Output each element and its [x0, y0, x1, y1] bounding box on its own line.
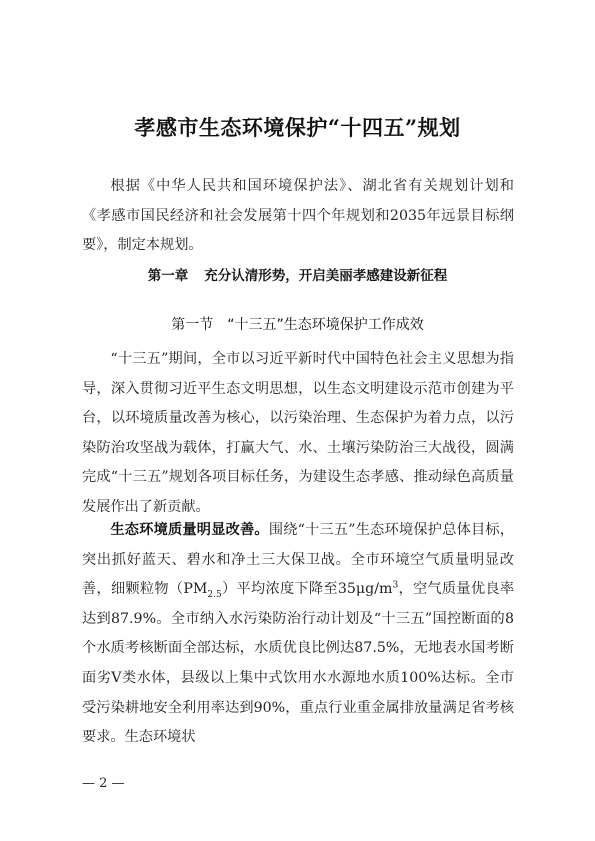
paragraph-text-3: ，空气质量优良率达到87.9%。全市纳入水污染防治行动计划及“十三五”国控断面的8个水质考核断面全部达标，水质优良比例达87.5%，无地表水国考断面劣Ⅴ类水体，县级以上集中式饮用水水源地水质100%达标。全市受污染耕地安全利用率达到90%，重点行业重金属排放量满足省考核要求。生态环境状: [82, 581, 515, 746]
section-title: “十三五”生态环境保护工作成效: [227, 317, 424, 333]
unit-superscript: 3: [392, 580, 399, 591]
chapter-title: 充分认清形势，开启美丽孝感建设新征程: [204, 268, 448, 284]
page-number: — 2 —: [82, 776, 125, 791]
section-heading: [0, 314, 595, 334]
intro-paragraph: 根据《中华人民共和国环境保护法》、湖北省有关规划计划和《孝感市国民经济和社会发展第十四个年规划和2035年远景目标纲要》，制定本规划。: [82, 178, 514, 254]
chapter-heading: [0, 264, 595, 284]
paragraph-lead: 生态环境质量明显改善。: [110, 522, 269, 538]
chapter-number: 第一章: [147, 268, 189, 284]
environment-quality-paragraph: [82, 516, 514, 753]
pm-subscript: 2.5: [207, 590, 222, 601]
document-title: 孝感市生态环境保护“十四五”规划: [134, 115, 461, 140]
paragraph-text-2: ）平均浓度下降至35μg/m: [221, 581, 393, 598]
section-number: 第一节: [171, 317, 214, 333]
paragraph-text-1: 围绕“十三五”生态环境保护总体目标，突出抓好蓝天、碧水和净土三大保卫战。全市环境空气质量明显改善，细颗粒物（PM: [82, 522, 514, 598]
achievements-paragraph: “十三五”期间，全市以习近平新时代中国特色社会主义思想为指导，深入贯彻习近平生态文明思想，以生态文明建设示范市创建为平台，以环境质量改善为核心，以污染治理、生态保护为着力点，以污染防治攻坚战为载体，打赢大气、水、土壤污染防治三大战役，圆满完成“十三五”规划各项目标任务，为建设生态孝感、推动绿色高质量发展作出了新贡献。: [82, 351, 514, 515]
